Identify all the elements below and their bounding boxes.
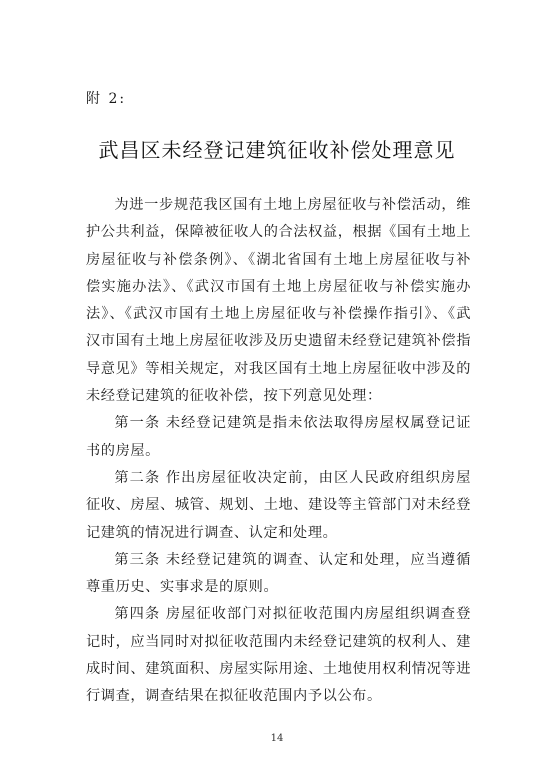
paragraph-article-2: 第二条 作出房屋征收决定前，由区人民政府组织房屋征收、房屋、城管、规划、土地、建设等主管部门对未经登记建筑的情况进行调查、认定和处理。 <box>86 469 471 541</box>
document-title: 武昌区未经登记建筑征收补偿处理意见 <box>98 138 456 162</box>
attachment-label: 附 2: <box>86 91 127 107</box>
page-number: 14 <box>270 733 284 744</box>
document-body <box>86 192 471 711</box>
paragraph-article-3: 第三条 未经登记建筑的调查、认定和处理，应当遵循尊重历史、实事求是的原则。 <box>86 551 471 596</box>
paragraph-article-4: 第四条 房屋征收部门对拟征收范围内房屋组织调查登记时，应当同时对拟征收范围内未经登记建筑的权利人、建成时间、建筑面积、房屋实际用途、土地使用权利情况等进行调查，调查结果在拟征收范围内予以公布。 <box>86 606 471 705</box>
paragraph-preamble: 为进一步规范我区国有土地上房屋征收与补偿活动，维护公共利益，保障被征收人的合法权益，根据《国有土地上房屋征收与补偿条例》、《湖北省国有土地上房屋征收与补偿实施办法》、《武汉市国有土地上房屋征收与补偿实施办法》、《武汉市国有土地上房屋征收与补偿操作指引》、《武汉市国有土地上房屋征收涉及历史遗留未经登记建筑补偿指导意见》等相关规定，对我区国有土地上房屋征收中涉及的未经登记建筑的征收补偿，按下列意见处理： <box>86 197 471 405</box>
paragraph-article-1: 第一条 未经登记建筑是指未依法取得房屋权属登记证书的房屋。 <box>86 415 471 459</box>
